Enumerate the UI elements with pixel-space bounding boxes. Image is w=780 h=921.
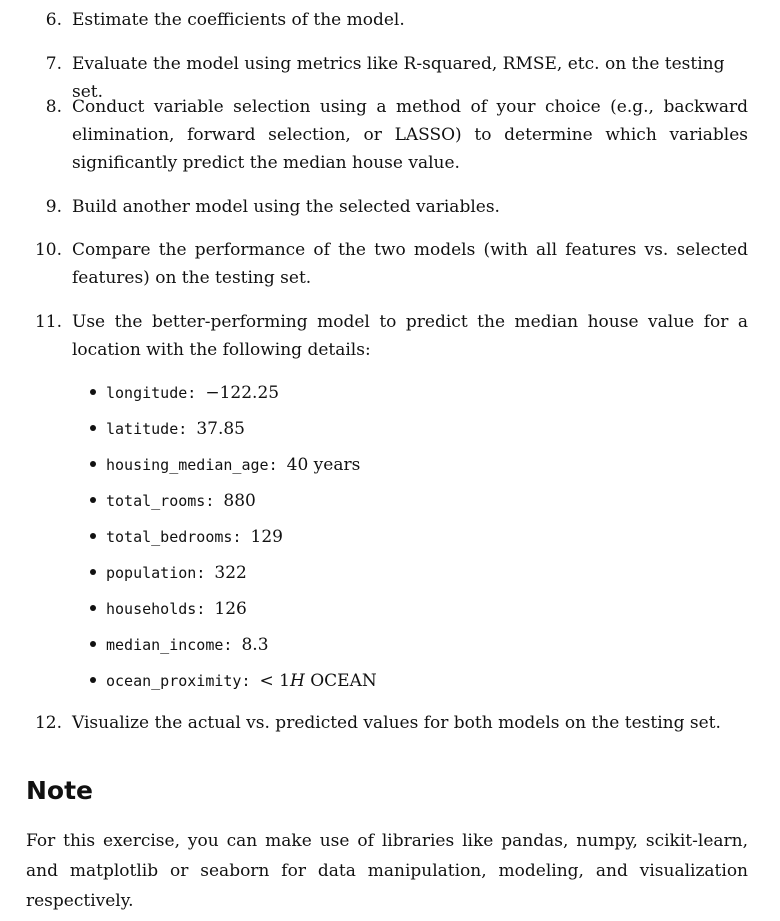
feature-value-prefix: < 1 — [259, 671, 290, 691]
feature-separator: : — [268, 456, 287, 474]
feature-separator: : — [196, 564, 215, 582]
feature-bullet-median-income — [90, 633, 690, 657]
feature-separator: : — [187, 384, 206, 402]
list-item-number: 8. — [45, 97, 62, 117]
feature-value-suffix: OCEAN — [304, 671, 377, 691]
bullet-icon — [90, 497, 96, 503]
feature-value: 37.85 — [196, 419, 245, 439]
list-item-number: 10. — [34, 240, 62, 260]
feature-value: −122.25 — [205, 383, 280, 403]
feature-value: 126 — [214, 599, 247, 619]
feature-name: ocean_proximity — [106, 672, 242, 690]
bullet-icon — [90, 533, 96, 539]
feature-name: housing_median_age — [106, 456, 269, 474]
feature-separator: : — [196, 600, 215, 618]
feature-separator: : — [241, 672, 260, 690]
list-item-text: Build another model using the selected variables. — [72, 197, 500, 217]
feature-name: population — [106, 564, 197, 582]
list-item-number: 7. — [45, 54, 62, 74]
bullet-icon — [90, 389, 96, 395]
bullet-icon — [90, 605, 96, 611]
feature-separator: : — [178, 420, 197, 438]
feature-bullet-housing-median-age — [90, 453, 690, 477]
feature-bullet-latitude — [90, 417, 690, 441]
feature-name: median_income — [106, 636, 224, 654]
feature-name: latitude — [106, 420, 179, 438]
feature-separator: : — [223, 636, 242, 654]
feature-value: 8.3 — [241, 635, 269, 655]
feature-value: 322 — [214, 563, 247, 583]
bullet-icon — [90, 461, 96, 467]
list-item-text: Evaluate the model using metrics like R-squared, RMSE, etc. on the testing set. — [72, 54, 725, 102]
feature-value: 129 — [250, 527, 283, 547]
bullet-icon — [90, 425, 96, 431]
feature-bullet-households — [90, 597, 690, 621]
list-item-text: Conduct variable selection using a method of your choice (e.g., backward elimination, forward selection, or LASSO) to determine which variables significantly predict the median house value. — [72, 97, 748, 173]
list-item-number: 11. — [34, 312, 62, 332]
feature-separator: : — [205, 492, 224, 510]
list-item-number: 12. — [34, 713, 62, 733]
feature-bullet-longitude — [90, 381, 690, 405]
list-item-text: Use the better-performing model to predict the median house value for a location with the following details: — [72, 312, 748, 360]
bullet-icon — [90, 677, 96, 683]
feature-value: 40 years — [286, 455, 361, 475]
feature-separator: : — [232, 528, 251, 546]
section-heading-note: Note — [26, 776, 94, 805]
note-paragraph: For this exercise, you can make use of libraries like pandas, numpy, scikit-learn, and matplotlib or seaborn for data manipulation, modeling, and visualization respectively. — [26, 831, 748, 911]
list-item-text: Visualize the actual vs. predicted values for both models on the testing set. — [72, 713, 721, 733]
feature-name: total_rooms — [106, 492, 206, 510]
list-item-text: Compare the performance of the two models (with all features vs. selected features) on the testing set. — [72, 240, 748, 288]
feature-value: 880 — [223, 491, 256, 511]
feature-name: households — [106, 600, 197, 618]
bullet-icon — [90, 569, 96, 575]
bullet-icon — [90, 641, 96, 647]
list-item-number: 9. — [45, 197, 62, 217]
list-item-text: Estimate the coefficients of the model. — [72, 10, 405, 30]
feature-name: total_bedrooms — [106, 528, 233, 546]
feature-value-italic: H — [290, 671, 305, 691]
feature-bullet-total-bedrooms — [90, 525, 690, 549]
feature-name: longitude — [106, 384, 188, 402]
feature-bullet-total-rooms — [90, 489, 690, 513]
list-item-number: 6. — [45, 10, 62, 30]
feature-bullet-population — [90, 561, 690, 585]
feature-bullet-ocean-proximity — [90, 669, 690, 693]
